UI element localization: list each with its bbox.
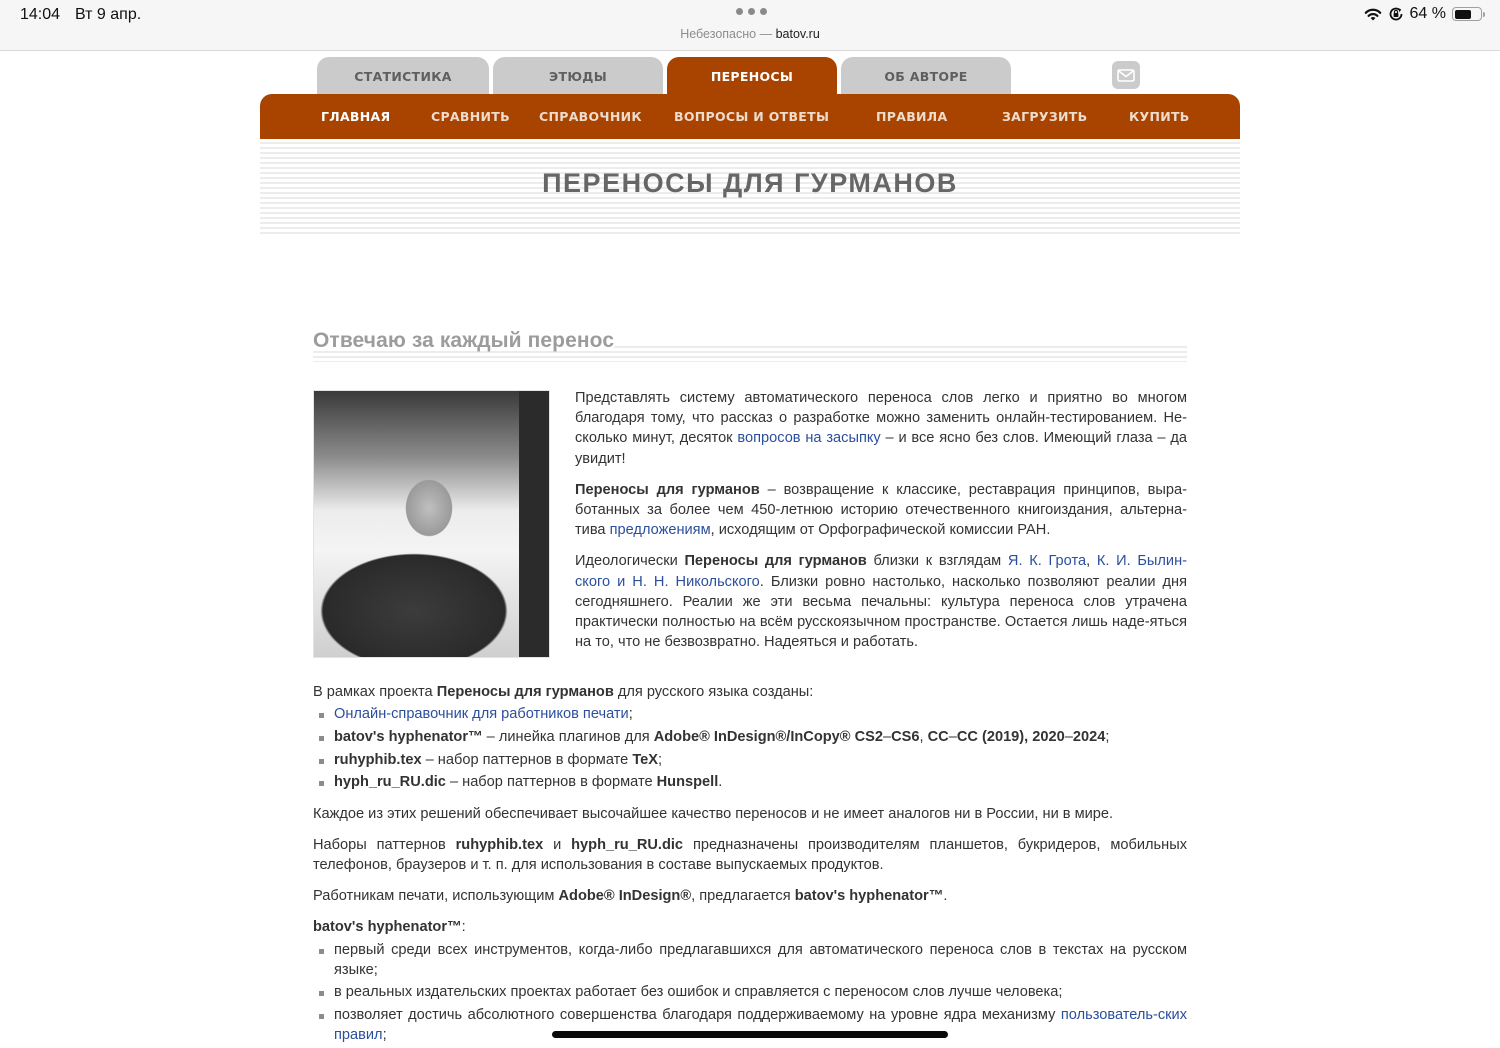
title-band <box>260 139 1240 236</box>
tab-statistics[interactable]: СТАТИСТИКА <box>317 57 489 95</box>
section-heading: Отвечаю за каждый перенос <box>313 329 615 352</box>
project-intro: В рамках проекта Переносы для гурманов для русского языка созданы: <box>313 684 814 700</box>
grot-link[interactable]: Я. К. Грота <box>1007 553 1087 570</box>
section-header <box>313 330 1187 362</box>
tab-hyphenation[interactable]: ПЕРЕНОСЫ <box>667 57 837 95</box>
status-bar <box>0 0 1500 51</box>
more-dots-icon[interactable] <box>736 8 767 15</box>
tab-etudes[interactable]: ЭТЮДЫ <box>493 57 663 95</box>
products-list <box>313 704 1187 792</box>
list-item: hyph_ru_RU.dic – набор паттернов в формате Hunspell. <box>313 772 1187 792</box>
nav-download[interactable]: ЗАГРУЗИТЬ <box>1002 109 1088 124</box>
page-title: ПЕРЕНОСЫ ДЛЯ ГУРМАНОВ <box>542 168 958 198</box>
orientation-lock-icon <box>1388 6 1404 22</box>
features-list <box>313 940 1187 1046</box>
section-tabs <box>317 57 1011 95</box>
mail-icon <box>1117 69 1135 82</box>
battery-percent: 64 % <box>1409 5 1446 22</box>
nav-rules[interactable]: ПРАВИЛА <box>876 109 948 124</box>
address-bar[interactable] <box>0 27 1500 41</box>
list-item: в реальных издательских проектах работает без ошибок и справляется с переносом слов лучше человека; <box>313 982 1187 1002</box>
list-item: ruhyphib.tex – набор паттернов в формате TeX; <box>313 750 1187 770</box>
nav-buy[interactable]: КУПИТЬ <box>1129 109 1190 124</box>
nav-reference[interactable]: СПРАВОЧНИК <box>539 109 642 124</box>
offer-paragraph: Работникам печати, использующим Adobe® InDesign®, предлагается batov's hyphenator™. <box>313 888 948 905</box>
quiz-link[interactable]: вопросов на засыпку <box>737 430 881 447</box>
quality-paragraph: Каждое из этих решений обеспечивает высочайшее качество переносов и не имеет аналогов ни в России, ни в мире. <box>313 805 1114 822</box>
main-content <box>313 330 1187 1048</box>
nav-home[interactable]: ГЛАВНАЯ <box>321 109 391 124</box>
battery-icon <box>1452 7 1482 21</box>
status-time: 14:04 <box>20 6 61 23</box>
list-item: batov's hyphenator™ – линейка плагинов для Adobe® InDesign®/InCopy® CS2–CS6, CC–CC (2019), 2020–2024; <box>313 727 1187 747</box>
nav-compare[interactable]: СРАВНИТЬ <box>431 109 510 124</box>
intro-paragraph-3: Идеологически Переносы для гурманов близки к взглядам Я. К. Грота, К. И. Былин-ского и Н. Н. Никольского. Близки ровно настолько, насколько позволяют реалии дня сегодняшнего. Реалии же эти весьма печальны: культура переноса слов утрачена практически полностью на всём русскоязычном пространстве. Остается лишь наде-яться на то, что не безвозвратно. Надеяться и работать. <box>575 553 1188 651</box>
hyphenator-label: batov's hyphenator™: <box>313 919 466 936</box>
intro-block <box>313 390 1187 658</box>
tab-about-author[interactable]: ОБ АВТОРЕ <box>841 57 1011 95</box>
patterns-paragraph: Наборы паттернов ruhyphib.tex и hyph_ru_RU.dic предназначены производителям планшетов, букридеров, мобильных телефонов, браузеров и т. п. для использования в составе выпускаемых продуктов. <box>313 836 1187 873</box>
author-photo <box>313 390 550 658</box>
intro-text <box>575 388 1187 663</box>
security-label: Небезопасно — <box>680 27 773 41</box>
intro-paragraph-1: Представлять систему автоматического переноса слов легко и приятно во многом благодаря тому, что рассказ о разработке можно заменить онлайн-тестированием. Не-сколько минут, десяток вопросов на засыпку – и все ясно без слов. Имеющий глаза – да увидит! <box>575 390 1187 467</box>
main-nav <box>260 94 1240 139</box>
home-indicator[interactable] <box>552 1031 948 1038</box>
proposals-link[interactable]: предложениям <box>609 522 711 539</box>
list-item: Онлайн-справочник для работников печати; <box>313 704 1187 724</box>
mail-button[interactable] <box>1112 61 1140 89</box>
list-item: позволяет достичь абсолютного совершенства благодаря поддерживаемому на уровне ядра механизму пользователь-ских правил; <box>313 1005 1187 1045</box>
project-block <box>313 682 1187 1046</box>
nav-faq[interactable]: ВОПРОСЫ И ОТВЕТЫ <box>674 109 830 124</box>
domain-label: batov.ru <box>775 27 820 41</box>
user-rules-link[interactable]: пользователь-ских правил <box>334 1007 1187 1044</box>
online-reference-link[interactable]: Онлайн-справочник для работников печати <box>334 706 629 723</box>
status-indicators <box>1364 5 1482 23</box>
intro-paragraph-2: Переносы для гурманов – возвращение к классике, реставрация принципов, выра-ботанных за более чем 450-летнюю историю отечественного книгоиздания, альтерна-тива предложениям, исходящим от Орфографической комиссии РАН. <box>575 481 1187 539</box>
list-item: первый среди всех инструментов, когда-либо предлагавшихся для автоматического переноса слов в текстах на русском языке; <box>313 940 1187 980</box>
wifi-icon <box>1364 7 1382 21</box>
bylinsky-nikolsky-link[interactable]: К. И. Былин-ского и Н. Н. Никольского <box>575 553 1187 590</box>
status-date: Вт 9 апр. <box>75 6 142 23</box>
